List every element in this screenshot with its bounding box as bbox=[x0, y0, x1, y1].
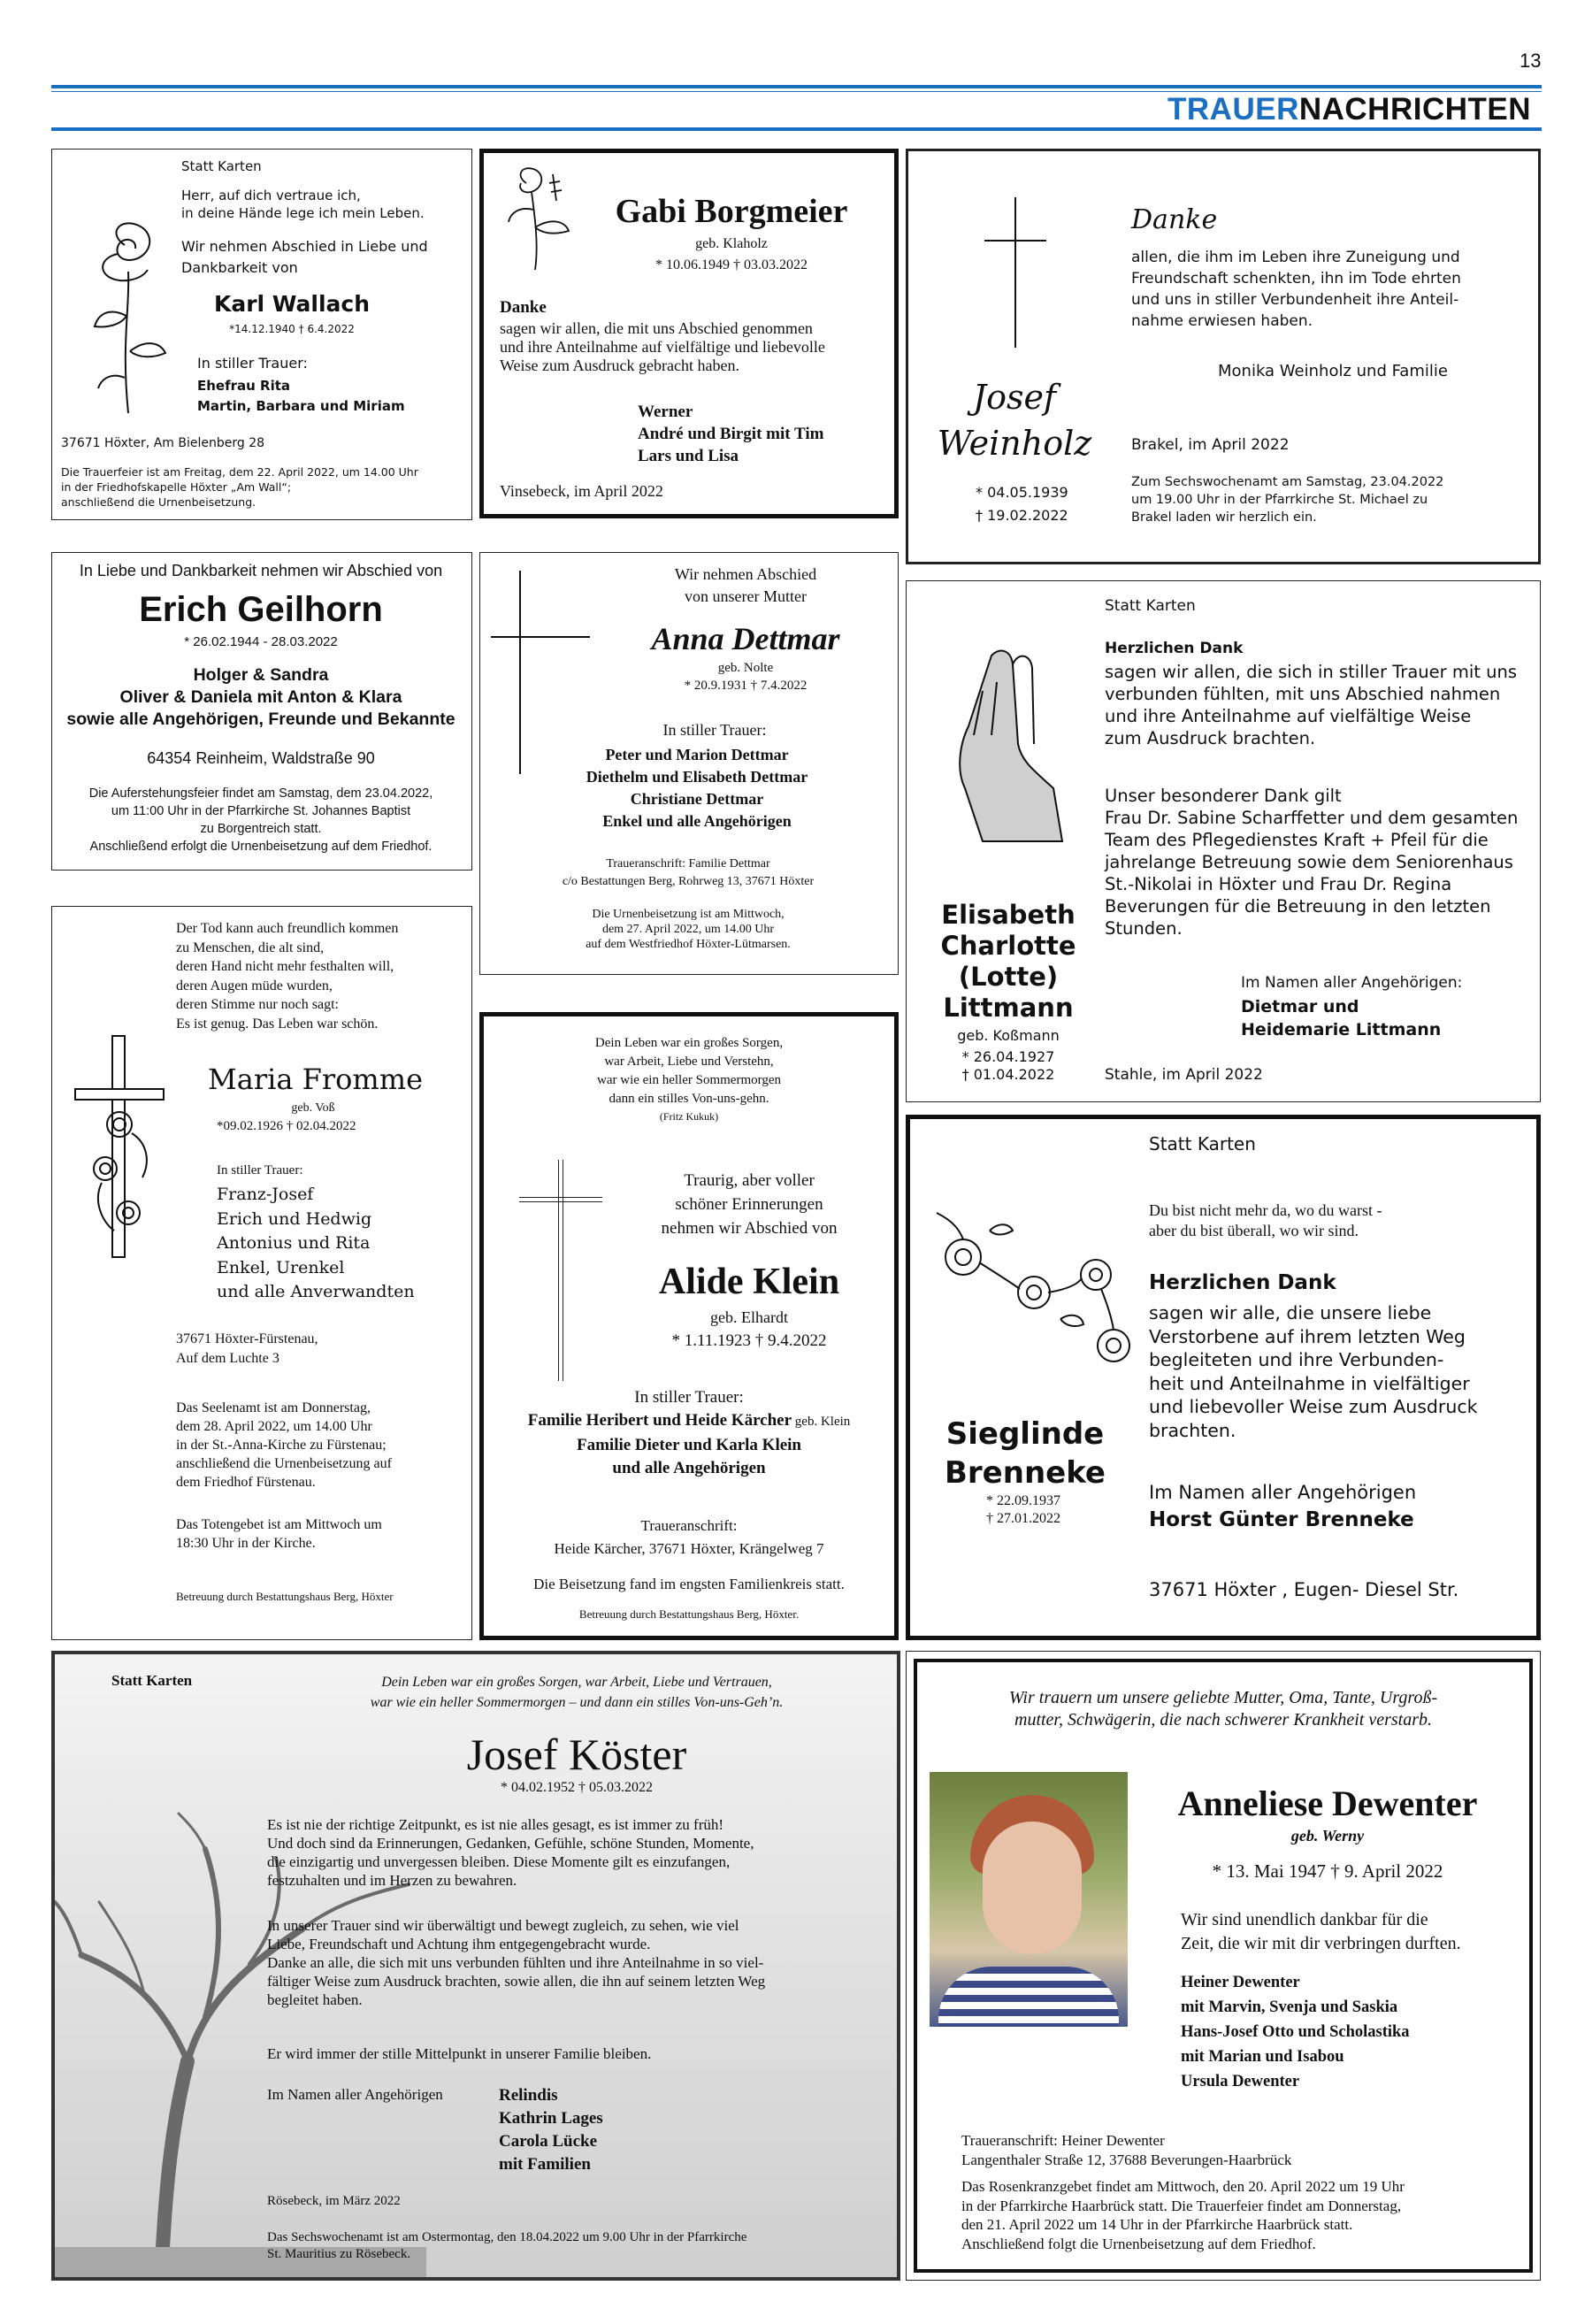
paragraph-3: Er wird immer der stille Mittelpunkt in unserer Familie bleiben. bbox=[267, 2045, 652, 2062]
last-name: Weinholz bbox=[937, 424, 1092, 463]
ad-josef-koester bbox=[51, 1651, 900, 2281]
address: 64354 Reinheim, Waldstraße 90 bbox=[147, 749, 375, 767]
rose-icon bbox=[82, 219, 180, 418]
deceased-name: Erich Geilhorn bbox=[139, 590, 383, 629]
family: Monika Weinholz und Familie bbox=[1218, 362, 1448, 380]
deceased-name: Alide Klein bbox=[658, 1262, 840, 1302]
funeral-note: Die Trauerfeier ist am Freitag, dem 22. April 2022, um 14.00 Uhr in der Friedhofskapelle Höxter „Am Wall“; anschließend die Urnenbeisetzung. bbox=[61, 465, 418, 509]
mourner-family: Familie Heribert und Heide Kärcher bbox=[527, 1411, 792, 1430]
ad-josef-weinholz bbox=[906, 149, 1541, 564]
dates: * 22.09.1937 † 27.01.2022 bbox=[986, 1493, 1060, 1526]
cross-icon bbox=[558, 1160, 563, 1381]
statt-karten: Statt Karten bbox=[1149, 1133, 1256, 1154]
ad-anneliese-dewenter bbox=[906, 1651, 1541, 2281]
mourners: Heiner Dewenter mit Marvin, Svenja und Saskia Hans-Josef Otto und Scholastika mit Marian und Isabou Ursula Dewenter bbox=[1181, 1974, 1410, 2090]
intro: Wir nehmen Abschied von unserer Mutter bbox=[674, 565, 817, 605]
behalf-label: Im Namen aller Angehörigen bbox=[267, 2086, 443, 2103]
cross-bar bbox=[491, 636, 590, 638]
address: Traueranschrift: Familie Dettmar c/o Bestattungen Berg, Rohrweg 13, 37671 Höxter bbox=[562, 857, 815, 888]
intro: Wir trauern um unsere geliebte Mutter, Oma, Tante, Urgroß- mutter, Schwägerin, die nach schwerer Krankheit verstarb. bbox=[1008, 1688, 1438, 1730]
address: Heide Kärcher, 37671 Höxter, Krängelweg 7 bbox=[554, 1540, 824, 1557]
praying-hands-icon bbox=[930, 638, 1089, 850]
section-title-suffix: NACHRICHTEN bbox=[1298, 92, 1531, 127]
intro: In Liebe und Dankbarkeit nehmen wir Abschied von bbox=[79, 562, 443, 579]
funeral-note: Die Beisetzung fand im engsten Familienkreis statt. bbox=[533, 1576, 845, 1592]
ad-erich-geilhorn bbox=[51, 552, 472, 871]
funeral-home: Betreuung durch Bestattungshaus Berg, Höxter. bbox=[578, 1607, 800, 1621]
thanks-text: Wir sind unendlich dankbar für die Zeit, die wir mit dir verbringen durften. bbox=[1181, 1910, 1461, 1953]
mourners: Holger & Sandra Oliver & Daniela mit Anton & Klara sowie alle Angehörigen, Freunde und Bekannte bbox=[66, 665, 455, 729]
maiden-name: geb. Voß bbox=[291, 1101, 335, 1115]
funeral-home: Betreuung durch Bestattungshaus Berg, Höxter bbox=[176, 1590, 394, 1603]
section-title-prefix: TRAUER bbox=[1167, 92, 1299, 127]
ad-sieglinde-brenneke bbox=[906, 1115, 1541, 1640]
paragraph-1: Es ist nie der richtige Zeitpunkt, es ist nie alles gesagt, es ist immer zu früh! Und doch sind da Erinnerungen, Gedanken, Gefühle, schöne Stunden, Momente, die einzigartig und unvergessen bleiben. Diese Momente gilt es einzufangen, festzuhalten und im Herzen zu bewahren. bbox=[267, 1816, 754, 1889]
maiden-name: geb. Koßmann bbox=[957, 1027, 1060, 1044]
death-date: † 19.02.2022 bbox=[976, 507, 1068, 524]
paragraph-2: In unserer Trauer sind wir überwältigt und bewegt zugleich, zu sehen, wie viel Liebe, Freundschaft und Achtung ihm entgegengebracht wurde. Danke an alle, die sich mit uns verbunden fühlten und ihre Anteilnahme in so viel- fältiger Weise zum Ausdruck brachten, sowie allen, die ihn auf seinem letzten Weg begleitet haben. bbox=[267, 1917, 766, 2008]
behalf-label: Im Namen aller Angehörigen: bbox=[1241, 974, 1463, 992]
ad-alide-klein bbox=[479, 1012, 899, 1640]
portrait-face bbox=[983, 1822, 1082, 1954]
thanks-heading: Herzlichen Dank bbox=[1149, 1271, 1336, 1294]
place-date: Vinsebeck, im April 2022 bbox=[500, 482, 663, 500]
intro: Wir nehmen Abschied in Liebe und Dankbarkeit von bbox=[181, 238, 428, 276]
danke-heading: Danke bbox=[500, 298, 547, 317]
maiden-name: geb. Nolte bbox=[717, 661, 774, 675]
address: 37671 Höxter-Fürstenau, Auf dem Luchte 3 bbox=[176, 1331, 318, 1366]
maiden-name: geb. Klaholz bbox=[695, 236, 768, 251]
rose-icon bbox=[500, 165, 579, 272]
section-title bbox=[1167, 92, 1531, 127]
service-note: Das Sechswochenamt ist am Ostermontag, den 18.04.2022 um 9.00 Uhr in der Pfarrkirche St. Mauritius zu Rösebeck. bbox=[267, 2230, 747, 2261]
cross-with-roses-icon bbox=[66, 1027, 172, 1266]
funeral-note: Die Auferstehungsfeier findet am Samstag, dem 23.04.2022, um 11:00 Uhr in der Pfarrkirche St. Johannes Baptist zu Borgentreich statt. Anschließend erfolgt die Urnenbeisetzung auf dem Friedhof. bbox=[88, 786, 433, 854]
ad-elisabeth-littmann bbox=[906, 580, 1541, 1102]
danke-heading: Danke bbox=[1131, 204, 1218, 235]
mourners: Dietmar und Heidemarie Littmann bbox=[1241, 997, 1442, 1039]
page-number: 13 bbox=[1520, 50, 1542, 72]
dates: * 26.04.1927 † 01.04.2022 bbox=[961, 1048, 1055, 1083]
verse: Dein Leben war ein großes Sorgen, war Arbeit, Liebe und Vertrauen, war wie ein heller Sommermorgen – und dann ein stilles Von-uns-Geh’n. bbox=[370, 1675, 784, 1710]
thanks-text: sagen wir allen, die sich in stiller Trauer mit uns verbunden fühlten, mit uns Abschied nahmen und ihre Anteilnahme auf vielfältige Weise zum Ausdruck brachten. bbox=[1105, 662, 1517, 748]
mourners: Ehefrau Rita Martin, Barbara und Miriam bbox=[197, 378, 405, 414]
verse: Der Tod kann auch freundlich kommen zu Menschen, die alt sind, deren Hand nicht mehr festhalten will, deren Augen müde wurden, deren Stimme nur noch sagt: Es ist genug. Das Leben war schön. bbox=[176, 921, 399, 1032]
dates: * 20.9.1931 † 7.4.2022 bbox=[684, 679, 808, 693]
verse: Du bist nicht mehr da, wo du warst - aber du bist überall, wo wir sind. bbox=[1149, 1201, 1382, 1239]
address: 37671 Höxter, Am Bielenberg 28 bbox=[61, 436, 265, 450]
dates: *09.02.1926 † 02.04.2022 bbox=[217, 1119, 356, 1133]
born-date: * 04.05.1939 bbox=[976, 484, 1068, 501]
special-thanks: Unser besonderer Dank gilt Frau Dr. Sabine Scharffetter und dem gesamten Team des Pflegedienstes Kraft + Pfeil für die jahrelange Betreuung sowie dem Seniorenhaus St.-Nikolai in Höxter und Frau Dr. Regina Beverungen für die Betreuung in den letzten Stunden. bbox=[1105, 786, 1519, 939]
first-name: Josef bbox=[972, 378, 1057, 417]
thanks-text: allen, die ihm im Leben ihre Zuneigung und Freundschaft schenkten, ihn im Tode ehrten und uns in stiller Verbundenheit ihre Anteil- nahme erwiesen haben. bbox=[1131, 249, 1461, 330]
mourners: Relindis Kathrin Lages Carola Lücke mit Familien bbox=[499, 2086, 603, 2174]
place-date: Stahle, im April 2022 bbox=[1105, 1066, 1263, 1084]
statt-karten: Statt Karten bbox=[1105, 597, 1196, 615]
mourners: Werner André und Birgit mit Tim Lars und Lisa bbox=[638, 403, 824, 465]
header-rule bbox=[51, 85, 1542, 88]
portrait-shirt bbox=[938, 1967, 1119, 2027]
service-note: Zum Sechswochenamt am Samstag, 23.04.2022 um 19.00 Uhr in der Pfarrkirche St. Michael zu Brakel laden wir herzlich ein. bbox=[1131, 475, 1444, 525]
verse: Dein Leben war ein großes Sorgen, war Arbeit, Liebe und Verstehn, war wie ein heller Sommermorgen dann ein stilles Von-uns-gehn. bbox=[594, 1036, 784, 1106]
roses-branch-icon bbox=[928, 1204, 1149, 1390]
behalf-label: Im Namen aller Angehörigen bbox=[1149, 1482, 1417, 1503]
cross-icon bbox=[1014, 197, 1016, 348]
address-label: Traueranschrift: bbox=[640, 1517, 738, 1534]
verse-author: (Fritz Kukuk) bbox=[659, 1110, 719, 1123]
portrait-photo bbox=[930, 1772, 1128, 2027]
place-date: Brakel, im April 2022 bbox=[1131, 436, 1290, 454]
dates: *14.12.1940 † 6.4.2022 bbox=[229, 323, 355, 335]
thanks-text: sagen wir alle, die unsere liebe Verstorbene auf ihrem letzten Weg begleiteten und ihre Verbunden- heit und Anteilnahme in vielfältiger und liebevoller Weise zum Ausdruck brachten. bbox=[1149, 1302, 1478, 1441]
dates: * 04.02.1952 † 05.03.2022 bbox=[501, 1780, 653, 1795]
mourner-maiden: geb. Klein bbox=[792, 1415, 851, 1429]
ad-maria-fromme bbox=[51, 906, 472, 1640]
mourners: Peter und Marion Dettmar Diethelm und Elisabeth Dettmar Christiane Dettmar Enkel und alle Angehörigen bbox=[586, 746, 808, 830]
cross-bar bbox=[519, 1197, 602, 1202]
dates: * 1.11.1923 † 9.4.2022 bbox=[671, 1331, 827, 1350]
thanks-text: sagen wir allen, die mit uns Abschied genommen und ihre Anteilnahme auf vielfältige und liebevolle Weise zum Ausdruck gebracht haben. bbox=[500, 319, 825, 374]
address: 37671 Höxter , Eugen- Diesel Str. bbox=[1149, 1579, 1459, 1600]
deceased-name: Karl Wallach bbox=[213, 291, 371, 317]
mourners-label: In stiller Trauer: bbox=[217, 1163, 303, 1177]
maiden-name: geb. Elhardt bbox=[710, 1308, 788, 1326]
mourners-label: In stiller Trauer: bbox=[634, 1388, 744, 1407]
dates: * 10.06.1949 † 03.03.2022 bbox=[655, 257, 808, 272]
mourners: Familie Dieter und Karla Klein und alle Angehörigen bbox=[576, 1436, 801, 1477]
statt-karten: Statt Karten bbox=[181, 158, 262, 174]
ad-anna-dettmar bbox=[479, 552, 899, 975]
deceased-name: Anna Dettmar bbox=[651, 621, 840, 656]
thanks-heading: Herzlichen Dank bbox=[1105, 640, 1244, 657]
dates: * 26.02.1944 - 28.03.2022 bbox=[184, 634, 338, 649]
statt-karten: Statt Karten bbox=[111, 1672, 193, 1689]
mourners: Franz-Josef Erich und Hedwig Antonius und Rita Enkel, Urenkel und alle Anverwandten bbox=[217, 1185, 415, 1301]
maiden-name: geb. Werny bbox=[1290, 1827, 1365, 1845]
mourners-label: In stiller Trauer: bbox=[197, 355, 308, 372]
mourners-line-1 bbox=[484, 1411, 894, 1430]
funeral-note: Das Rosenkranzgebet findet am Mittwoch, den 20. April 2022 um 19 Uhr in der Pfarrkirche Haarbrück statt. Die Trauerfeier findet am Donnerstag, den 21. April 2022 um 14 Uhr in der Pfarrkirche Haarbrück statt. Anschließend folgt die Urnenbeisetzung auf dem Friedhof. bbox=[961, 2178, 1405, 2252]
intro: Traurig, aber voller schöner Erinnerungen nehmen wir Abschied von bbox=[661, 1171, 838, 1238]
funeral-note: Das Seelenamt ist am Donnerstag, dem 28. April 2022, um 14.00 Uhr in der St.-Anna-Kirche zu Fürstenau; anschließend die Urnenbeisetzung auf dem Friedhof Fürstenau. bbox=[176, 1400, 392, 1490]
dates: * 13. Mai 1947 † 9. April 2022 bbox=[1212, 1860, 1443, 1882]
header-rule-bottom bbox=[51, 127, 1542, 131]
mourner: Horst Günter Brenneke bbox=[1149, 1508, 1414, 1531]
deceased-name: Gabi Borgmeier bbox=[615, 193, 848, 230]
place-date: Rösebeck, im März 2022 bbox=[267, 2194, 401, 2208]
deceased-name: Elisabeth Charlotte (Lotte) Littmann bbox=[940, 900, 1076, 1023]
deceased-name: Maria Fromme bbox=[208, 1062, 424, 1096]
verse: Herr, auf dich vertraue ich, in deine Hände lege ich mein Leben. bbox=[181, 188, 425, 221]
deceased-name: Josef Köster bbox=[466, 1730, 687, 1779]
funeral-note: Die Urnenbeisetzung ist am Mittwoch, dem 27. April 2022, um 14.00 Uhr auf dem Westfriedhof Höxter-Lütmarsen. bbox=[586, 908, 791, 951]
ad-karl-wallach bbox=[51, 149, 472, 520]
ad-gabi-borgmeier bbox=[479, 149, 899, 518]
deceased-name: Sieglinde Brenneke bbox=[945, 1416, 1106, 1491]
deceased-name: Anneliese Dewenter bbox=[1177, 1783, 1478, 1823]
mourners-label: In stiller Trauer: bbox=[662, 721, 767, 739]
cross-bar bbox=[984, 240, 1046, 242]
address: Traueranschrift: Heiner Dewenter Langenthaler Straße 12, 37688 Beverungen-Haarbrück bbox=[961, 2132, 1292, 2168]
prayer-note: Das Totengebet ist am Mittwoch um 18:30 Uhr in der Kirche. bbox=[176, 1517, 382, 1551]
